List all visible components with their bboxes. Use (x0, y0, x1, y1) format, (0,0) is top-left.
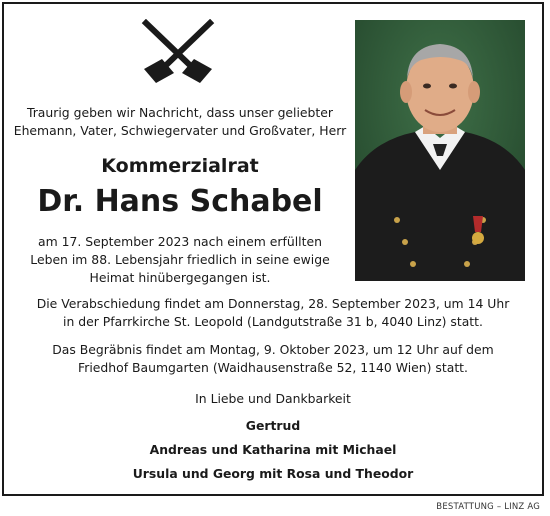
farewell-line: Die Verabschiedung findet am Donnerstag, 28. September 2023, um 14 Uhr (36, 296, 510, 311)
burial-line: Friedhof Baumgarten (Waidhausenstraße 52, 1140 Wien) statt. (78, 360, 468, 375)
burial-paragraph (8, 341, 538, 377)
intro-text (10, 104, 350, 140)
publisher-credit: BESTATTUNG – LINZ AG (436, 502, 540, 512)
death-line: am 17. September 2023 nach einem erfüllten (38, 234, 322, 249)
mourner-entry: Ursula und Georg mit Rosa und Theodor (132, 466, 414, 481)
crossed-hammers-icon (140, 19, 216, 85)
death-text (10, 233, 350, 287)
death-line: Leben im 88. Lebensjahr friedlich in seine ewige (30, 252, 330, 267)
mourners-list (8, 414, 538, 486)
intro-line: Traurig geben wir Nachricht, dass unser geliebter (26, 105, 334, 120)
deceased-name: Dr. Hans Schabel (37, 184, 323, 219)
burial-line: Das Begräbnis findet am Montag, 9. Oktober 2023, um 12 Uhr auf dem (52, 342, 494, 357)
farewell-paragraph (8, 295, 538, 331)
mourner-entry: Andreas und Katharina mit Michael (149, 442, 397, 457)
portrait-photo (355, 20, 525, 281)
honorific-title: Kommerzialrat (101, 155, 259, 177)
portrait-illustration (355, 20, 525, 281)
farewell-line: in der Pfarrkirche St. Leopold (Landgutstraße 31 b, 4040 Linz) statt. (63, 314, 483, 329)
death-line: Heimat hinübergegangen ist. (89, 270, 271, 285)
intro-line: Ehemann, Vater, Schwiegervater und Großvater, Herr (13, 123, 347, 138)
mourner-entry: Gertrud (245, 418, 301, 433)
closing-line: In Liebe und Dankbarkeit (195, 391, 351, 406)
